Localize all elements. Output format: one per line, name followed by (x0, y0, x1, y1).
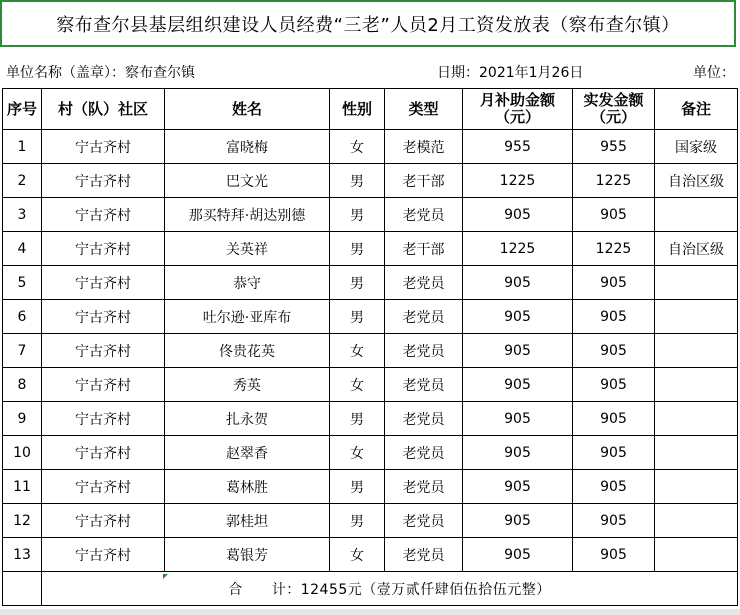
cell-note[interactable] (655, 266, 738, 300)
cell-actual[interactable]: 905 (573, 198, 655, 232)
header-type[interactable]: 类型 (385, 89, 463, 130)
cell-type[interactable]: 老党员 (385, 266, 463, 300)
cell-type[interactable]: 老党员 (385, 538, 463, 572)
cell-subsidy[interactable]: 905 (463, 300, 573, 334)
cell-subsidy[interactable]: 905 (463, 266, 573, 300)
cell-name[interactable]: 郭桂坦 (165, 504, 330, 538)
cell-name[interactable]: 巴文光 (165, 164, 330, 198)
cell-gender[interactable]: 男 (330, 504, 385, 538)
cell-name[interactable]: 富晓梅 (165, 130, 330, 164)
cell-gender[interactable]: 女 (330, 368, 385, 402)
cell-gender[interactable]: 男 (330, 300, 385, 334)
table-row (3, 504, 738, 538)
cell-note[interactable] (655, 470, 738, 504)
header-actual[interactable]: 实发金额（元） (573, 89, 655, 130)
cell-village[interactable]: 宁古齐村 (42, 130, 165, 164)
cell-gender[interactable]: 女 (330, 538, 385, 572)
cell-village[interactable]: 宁古齐村 (42, 300, 165, 334)
cell-subsidy[interactable]: 905 (463, 538, 573, 572)
cell-actual[interactable]: 905 (573, 436, 655, 470)
table-row (3, 232, 738, 266)
table-row (3, 300, 738, 334)
cell-actual[interactable]: 905 (573, 504, 655, 538)
header-name[interactable]: 姓名 (165, 89, 330, 130)
table-row (3, 470, 738, 504)
cell-seq[interactable]: 7 (3, 334, 42, 368)
cell-note[interactable] (655, 504, 738, 538)
cell-type[interactable]: 老模范 (385, 130, 463, 164)
table-row (3, 538, 738, 572)
cell-note[interactable]: 自治区级 (655, 164, 738, 198)
table-row (3, 266, 738, 300)
cell-seq[interactable]: 10 (3, 436, 42, 470)
date-label: 日期：2021年1月26日 (437, 65, 584, 81)
cell-name[interactable]: 关英祥 (165, 232, 330, 266)
cell-seq[interactable]: 6 (3, 300, 42, 334)
cell-gender[interactable]: 男 (330, 470, 385, 504)
cell-actual[interactable]: 1225 (573, 164, 655, 198)
sheet-title (0, 0, 736, 47)
table-row (3, 164, 738, 198)
header-note[interactable]: 备注 (655, 89, 738, 130)
cell-subsidy[interactable]: 905 (463, 436, 573, 470)
cell-village[interactable]: 宁古齐村 (42, 368, 165, 402)
table-row (3, 402, 738, 436)
salary-table (2, 88, 738, 606)
cell-subsidy[interactable]: 905 (463, 198, 573, 232)
cell-name[interactable]: 秀英 (165, 368, 330, 402)
cell-seq[interactable]: 8 (3, 368, 42, 402)
cell-name[interactable]: 佟贵花英 (165, 334, 330, 368)
sheet-tab-strip (0, 609, 740, 615)
total-cell[interactable]: 合 计：12455元（壹万贰仟肆佰伍拾伍元整） (42, 572, 738, 606)
cell-type[interactable]: 老党员 (385, 368, 463, 402)
cell-village[interactable]: 宁古齐村 (42, 266, 165, 300)
total-blank-cell[interactable] (3, 572, 42, 606)
cell-name[interactable]: 扎永贺 (165, 402, 330, 436)
cell-actual[interactable]: 905 (573, 538, 655, 572)
cell-name[interactable]: 恭守 (165, 266, 330, 300)
cell-gender[interactable]: 女 (330, 130, 385, 164)
cell-note[interactable] (655, 538, 738, 572)
cell-type[interactable]: 老干部 (385, 164, 463, 198)
header-village[interactable]: 村（队）社区 (42, 89, 165, 130)
cell-name[interactable]: 吐尔逊·亚库布 (165, 300, 330, 334)
cell-village[interactable]: 宁古齐村 (42, 504, 165, 538)
cell-name[interactable]: 那买特拜·胡达别德 (165, 198, 330, 232)
cell-subsidy[interactable]: 955 (463, 130, 573, 164)
cell-gender[interactable]: 女 (330, 436, 385, 470)
cell-note[interactable] (655, 368, 738, 402)
cell-seq[interactable]: 2 (3, 164, 42, 198)
cell-village[interactable]: 宁古齐村 (42, 402, 165, 436)
table-row (3, 368, 738, 402)
header-gender[interactable]: 性别 (330, 89, 385, 130)
unit-label: 单位： (693, 65, 735, 81)
cell-gender[interactable]: 男 (330, 232, 385, 266)
cell-actual[interactable]: 905 (573, 368, 655, 402)
cell-name[interactable]: 赵翠香 (165, 436, 330, 470)
cell-actual[interactable]: 905 (573, 470, 655, 504)
cell-actual[interactable]: 905 (573, 334, 655, 368)
info-line (0, 55, 740, 85)
cell-note[interactable] (655, 198, 738, 232)
header-seq[interactable]: 序号 (3, 89, 42, 130)
cell-note[interactable] (655, 436, 738, 470)
cell-village[interactable]: 宁古齐村 (42, 334, 165, 368)
cell-type[interactable]: 老党员 (385, 436, 463, 470)
unit-name-label: 单位名称（盖章）：察布查尔镇 (6, 65, 195, 81)
cell-type[interactable]: 老党员 (385, 334, 463, 368)
cell-type[interactable]: 老党员 (385, 470, 463, 504)
table-row (3, 334, 738, 368)
cell-seq[interactable]: 4 (3, 232, 42, 266)
cell-note[interactable] (655, 334, 738, 368)
cell-gender[interactable]: 男 (330, 266, 385, 300)
cell-subsidy[interactable]: 1225 (463, 232, 573, 266)
cell-note[interactable]: 国家级 (655, 130, 738, 164)
cell-subsidy[interactable]: 905 (463, 368, 573, 402)
cell-note[interactable] (655, 300, 738, 334)
cell-village[interactable]: 宁古齐村 (42, 470, 165, 504)
cell-type[interactable]: 老干部 (385, 232, 463, 266)
cell-village[interactable]: 宁古齐村 (42, 232, 165, 266)
total-row (3, 572, 738, 606)
header-subsidy[interactable]: 月补助金额（元） (463, 89, 573, 130)
cell-seq[interactable]: 3 (3, 198, 42, 232)
cell-subsidy[interactable]: 905 (463, 504, 573, 538)
cell-corner-mark (163, 574, 168, 579)
cell-subsidy[interactable]: 905 (463, 470, 573, 504)
cell-gender[interactable]: 女 (330, 334, 385, 368)
cell-village[interactable]: 宁古齐村 (42, 436, 165, 470)
cell-seq[interactable]: 12 (3, 504, 42, 538)
cell-subsidy[interactable]: 1225 (463, 164, 573, 198)
cell-type[interactable]: 老党员 (385, 300, 463, 334)
table-row (3, 436, 738, 470)
table-row (3, 198, 738, 232)
cell-village[interactable]: 宁古齐村 (42, 538, 165, 572)
cell-subsidy[interactable]: 905 (463, 334, 573, 368)
cell-gender[interactable]: 男 (330, 164, 385, 198)
cell-gender[interactable]: 男 (330, 402, 385, 436)
cell-actual[interactable]: 905 (573, 402, 655, 436)
cell-seq[interactable]: 9 (3, 402, 42, 436)
table-body (3, 130, 738, 572)
sheet-title-text: 察布查尔县基层组织建设人员经费“三老”人员2月工资发放表（察布查尔镇） (56, 14, 680, 36)
table-row (3, 130, 738, 164)
cell-gender[interactable]: 男 (330, 198, 385, 232)
cell-name[interactable]: 葛银芳 (165, 538, 330, 572)
cell-seq[interactable]: 5 (3, 266, 42, 300)
cell-note[interactable] (655, 402, 738, 436)
cell-village[interactable]: 宁古齐村 (42, 164, 165, 198)
cell-type[interactable]: 老党员 (385, 504, 463, 538)
cell-seq[interactable]: 13 (3, 538, 42, 572)
cell-actual[interactable]: 1225 (573, 232, 655, 266)
cell-subsidy[interactable]: 905 (463, 402, 573, 436)
cell-type[interactable]: 老党员 (385, 198, 463, 232)
cell-note[interactable]: 自治区级 (655, 232, 738, 266)
cell-seq[interactable]: 11 (3, 470, 42, 504)
cell-name[interactable]: 葛林胜 (165, 470, 330, 504)
cell-actual[interactable]: 905 (573, 300, 655, 334)
cell-type[interactable]: 老党员 (385, 402, 463, 436)
cell-actual[interactable]: 955 (573, 130, 655, 164)
cell-seq[interactable]: 1 (3, 130, 42, 164)
header-row (3, 89, 738, 130)
cell-actual[interactable]: 905 (573, 266, 655, 300)
cell-village[interactable]: 宁古齐村 (42, 198, 165, 232)
